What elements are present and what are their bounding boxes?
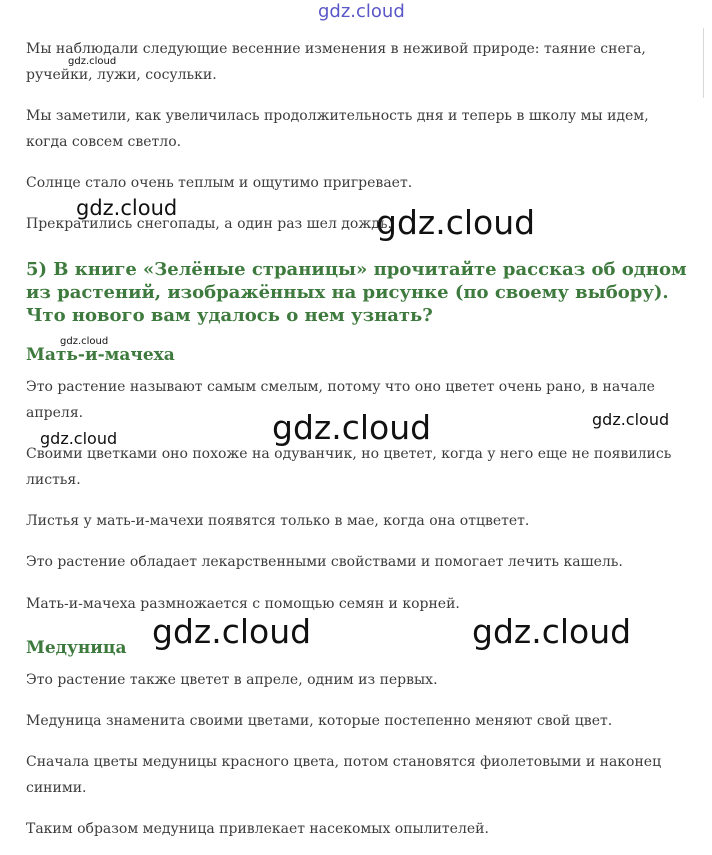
paragraph: Мать-и-мачеха размножается с помощью семян и корней. [26,596,460,612]
watermark: gdz.cloud [40,429,118,448]
paragraph: Это растение также цветет в апреле, одним из первых. [26,672,438,688]
section-title-coltsfoot: Мать-и-мачеха [26,345,175,365]
watermark-top: gdz.cloud [318,1,405,22]
watermark: gdz.cloud [60,336,109,347]
paragraph: Это растение называют самым смелым, потому что оно цветет очень рано, в начале апреля. [26,379,655,421]
edge-line [703,28,712,98]
paragraph: Солнце стало очень теплым и ощутимо пригревает. [26,175,413,191]
watermark: gdz.cloud [76,196,178,220]
watermark: gdz.cloud [152,612,312,651]
paragraph: Мы наблюдали следующие весенние изменения в неживой природе: таяние снега, ручейки, лужи, сосульки. [26,41,646,83]
watermark: gdz.cloud [592,410,670,429]
paragraph: Своими цветками оно похоже на одуванчик, но цветет, когда у него еще не появились листья. [26,446,672,488]
question-heading: 5) В книге «Зелёные страницы» прочитайте рассказ об одном из растений, изображённых на рисунке (по своему выбору). Что нового вам удалось о нем узнать? [26,259,687,326]
paragraph: Прекратились снегопады, а один раз шел дождь. [26,216,392,232]
paragraph: Мы заметили, как увеличилась продолжительность дня и теперь в школу мы идем, когда совсем светло. [26,108,649,150]
watermark: gdz.cloud [68,56,117,67]
watermark: gdz.cloud [376,203,536,242]
paragraph: Это растение обладает лекарственными свойствами и помогает лечить кашель. [26,554,623,570]
paragraph: Листья у мать-и-мачехи появятся только в мае, когда она отцветет. [26,513,530,529]
paragraph: Сначала цветы медуницы красного цвета, потом становятся фиолетовыми и наконец синими. [26,754,662,796]
watermark: gdz.cloud [272,408,432,447]
watermark: gdz.cloud [472,612,632,651]
section-title-lungwort: Медуница [26,638,127,658]
paragraph: Таким образом медуница привлекает насекомых опылителей. [26,821,489,837]
paragraph: Медуница знаменита своими цветами, которые постепенно меняют свой цвет. [26,713,613,729]
